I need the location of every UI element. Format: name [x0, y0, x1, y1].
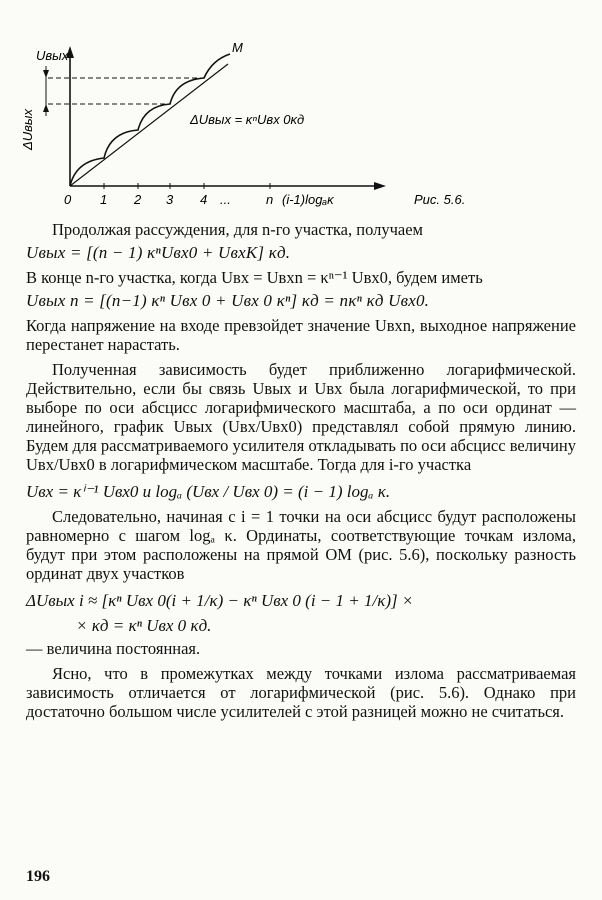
- page-number: 196: [26, 868, 50, 885]
- log-amplifier-graph: [18, 36, 578, 216]
- tick-label-3: 3: [166, 192, 174, 207]
- y-axis-label: Uвых: [36, 48, 69, 63]
- tick-label-n: n: [266, 192, 274, 207]
- formula-4-continued: × κд = κⁿ Uвх 0 κд.: [76, 616, 212, 635]
- paragraph-3: Когда напряжение на входе превзойдет значение Uвхn, выходное напряжение перестанет нарастать.: [26, 316, 576, 354]
- delta-arrow-head-bottom: [43, 104, 49, 112]
- curve-label-m: M: [232, 40, 243, 55]
- paragraph-2: В конце n-го участка, когда Uвх = Uвхn = κⁿ⁻¹ Uвх0, будем иметь: [26, 268, 483, 287]
- delta-arrow-head-top: [43, 70, 49, 78]
- delta-label: ΔUвых: [20, 109, 35, 150]
- formula-2: Uвых n = [(n−1) κⁿ Uвх 0 + Uвх 0 κⁿ] κд = nκⁿ κд Uвх0.: [26, 291, 430, 310]
- body-text: [26, 220, 576, 721]
- figure-5-6: [18, 36, 578, 216]
- paragraph-4: Полученная зависимость будет приближенно логарифмической. Действительно, если бы связь Uвых и Uвх была логарифмической, то при выборе по оси абсцисс логарифмического масштаба, а по оси ординат — линейного, график Uвых (Uвх/Uвх0) представлял собой прямую линию. Будем для рассматриваемого усилителя откладывать по оси абсцисс величину Uвх/Uвх0 в логарифмическом масштабе. Тогда для i-го участка: [26, 360, 576, 474]
- paragraph-5: Следовательно, начиная с i = 1 точки на оси абсцисс будут расположены равномерно с шагом logₐ κ. Ординаты, соответствующие точкам излома, будут при этом расположены на прямой OM (рис. 5.6), поскольку разность ординат двух участков: [26, 507, 576, 583]
- paragraph-1: Продолжая рассуждения, для n-го участка, получаем: [52, 220, 423, 239]
- tick-label-0: 0: [64, 192, 72, 207]
- tick-label-ellipsis: ...: [220, 192, 231, 207]
- figure-caption: Рис. 5.6.: [414, 192, 466, 207]
- formula-4: ΔUвых i ≈ [κⁿ Uвх 0(i + 1/κ) − κⁿ Uвх 0 (i − 1 + 1/κ)] ×: [26, 591, 414, 610]
- paragraph-6: — величина постоянная.: [26, 639, 201, 658]
- tick-label-log: (i-1)logₐκ: [282, 192, 334, 207]
- formula-3: Uвх = κⁱ⁻¹ Uвх0 и logₐ (Uвх / Uвх 0) = (i − 1) logₐ κ.: [26, 482, 391, 501]
- formula-1: Uвых = [(n − 1) κⁿUвх0 + UвхK] κд.: [26, 243, 291, 262]
- curve-annotation: ΔUвых = κⁿUвх 0κд: [190, 112, 305, 127]
- paragraph-7: Ясно, что в промежутках между точками излома рассматриваемая зависимость отличается от логарифмической (рис. 5.6). Однако при достаточно большом числе усилителей с этой разницей можно не считаться.: [26, 664, 576, 721]
- tick-label-4: 4: [200, 192, 208, 207]
- tick-label-1: 1: [100, 192, 108, 207]
- x-axis-arrow: [374, 182, 386, 190]
- tick-label-2: 2: [134, 192, 142, 207]
